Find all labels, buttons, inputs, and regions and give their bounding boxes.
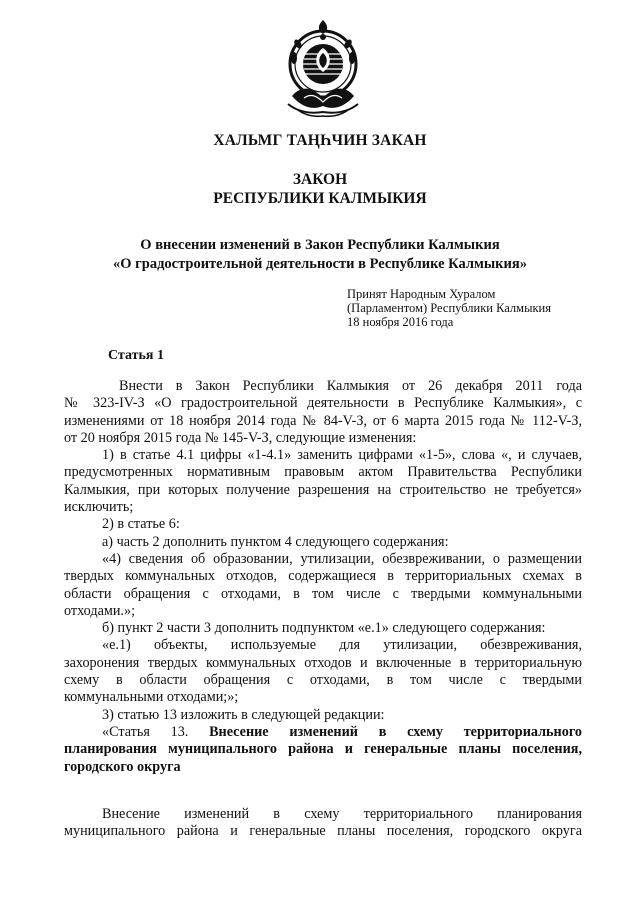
body-line: Калмыкия, при которых получение разрешения на строительство не требуется» bbox=[64, 481, 582, 498]
law-subject-line-1: О внесении изменений в Закон Республики Калмыкия bbox=[140, 237, 500, 253]
adoption-line-2: (Парламентом) Республики Калмыкия bbox=[347, 301, 551, 315]
article-13-heading-line: городского округа bbox=[64, 758, 181, 775]
body-line: твердых коммунальных отходов, содержащиеся в территориальных схемах в bbox=[64, 568, 582, 585]
body-line: 3) статью 13 изложить в следующей редакции: bbox=[102, 706, 385, 723]
body-line: муниципального района и генеральные планы поселения, городского округа bbox=[64, 823, 582, 840]
body-line: области обращения с отходами, в том числе с твердыми коммунальными bbox=[64, 585, 582, 602]
law-subject-line-2: «О градостроительной деятельности в Республике Калмыкия» bbox=[113, 256, 527, 272]
body-line: от 20 ноября 2015 года № 145-V-З, следующие изменения: bbox=[64, 429, 417, 446]
body-line: захоронения твердых коммунальных отходов и включенные в территориальную bbox=[64, 654, 582, 671]
article-13-heading: Внесение изменений в схему территориального bbox=[209, 723, 583, 740]
law-body bbox=[64, 378, 582, 840]
republic-title: РЕСПУБЛИКИ КАЛМЫКИЯ bbox=[213, 190, 427, 207]
article-13-prefix: «Статья 13. bbox=[102, 723, 189, 740]
body-line: изменениями от 18 ноября 2014 года № 84-V-З, от 6 марта 2015 года № 112-V-З, bbox=[64, 412, 582, 429]
body-line: схему в области обращения с отходами, в том числе с твердыми bbox=[64, 672, 582, 689]
body-line: «4) сведения об образовании, утилизации, обезвреживании, о размещении bbox=[102, 550, 582, 567]
body-line: «е.1) объекты, используемые для утилизации, обезвреживания, bbox=[102, 637, 582, 654]
body-line: б) пункт 2 части 3 дополнить подпунктом «е.1» следующего содержания: bbox=[102, 620, 546, 637]
adoption-line-1: Принят Народным Хуралом bbox=[347, 287, 496, 301]
body-line: а) часть 2 дополнить пунктом 4 следующего содержания: bbox=[102, 533, 449, 550]
article-title: Статья 1 bbox=[108, 348, 164, 363]
kalmyk-title: ХАЛЬМГ ТАҢҺЧИН ЗАКАН bbox=[213, 132, 427, 149]
body-line: 2) в статье 6: bbox=[102, 516, 180, 533]
adoption-note bbox=[347, 287, 607, 329]
body-line: 1) в статье 4.1 цифры «1-4.1» заменить цифрами «1-5», слова «, и случаев, bbox=[102, 447, 582, 464]
adoption-line-3: 18 ноября 2016 года bbox=[347, 315, 454, 329]
body-line: предусмотренных нормативным правовым актом Правительства Республики bbox=[64, 464, 582, 481]
body-line: отходами.»; bbox=[64, 602, 136, 619]
body-line: коммунальными отходами;»; bbox=[64, 689, 239, 706]
law-label: ЗАКОН bbox=[292, 171, 348, 188]
body-line: № 323-IV-З «О градостроительной деятельности в Республике Калмыкия», с bbox=[64, 395, 582, 412]
article-13-heading-line bbox=[64, 724, 582, 741]
article-13-heading-line: планирования муниципального района и генеральные планы поселения, bbox=[64, 741, 582, 758]
kalmykia-emblem-icon bbox=[284, 18, 362, 118]
body-line: Внесение изменений в схему территориального планирования bbox=[102, 805, 582, 822]
body-line: исключить; bbox=[64, 499, 134, 516]
body-line: Внести в Закон Республики Калмыкия от 26 декабря 2011 года bbox=[119, 378, 582, 394]
